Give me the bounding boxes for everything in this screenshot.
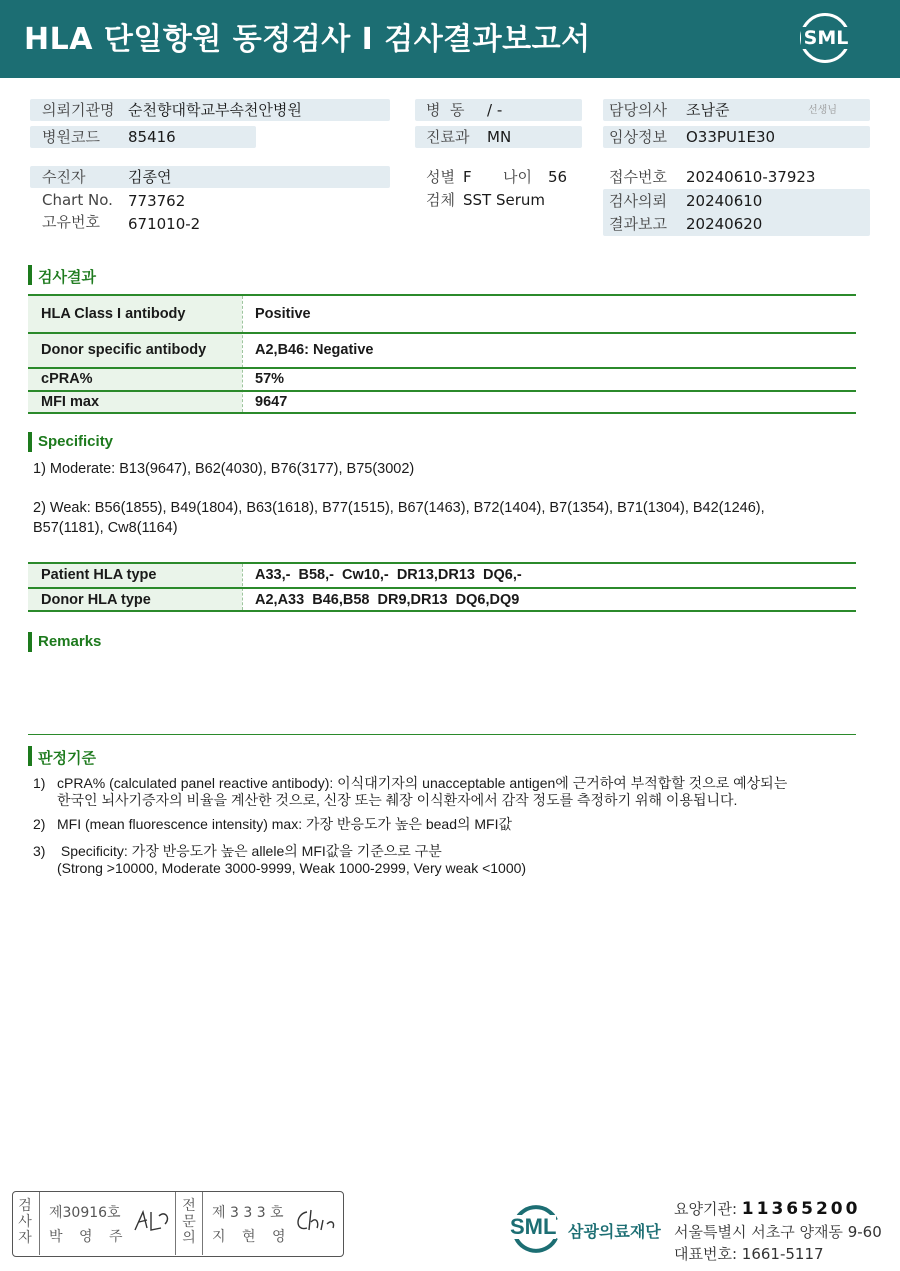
ward-label: 병 동	[426, 101, 465, 119]
criteria-item-line: (Strong >10000, Moderate 3000-9999, Weak 1000-2999, Very weak <1000)	[57, 860, 527, 876]
result-row-value: Positive	[255, 306, 311, 322]
criteria-item-number: 2)	[33, 816, 46, 832]
specialist-vertical-label: 전 문 의	[182, 1198, 196, 1246]
doctor-value: 조남준	[686, 101, 730, 119]
age-value: 56	[548, 168, 568, 186]
doctor-suffix: 선생님	[808, 105, 837, 116]
examiner-license-no: 제30916호	[49, 1205, 121, 1221]
report-title: HLA 단일항원 동정검사 I 검사결과보고서	[24, 22, 591, 57]
results-row-rule	[28, 332, 856, 334]
specimen-value: SST Serum	[463, 191, 546, 209]
receipt-label: 접수번호	[609, 168, 667, 186]
footer-address: 서울특별시 서초구 양재동 9-60	[674, 1223, 882, 1241]
id-value: 671010-2	[128, 215, 201, 233]
doctor-label: 담당의사	[609, 101, 667, 119]
results-row-rule	[28, 367, 856, 369]
specificity-section-title: Specificity	[38, 433, 114, 450]
specimen-label: 검체	[426, 191, 455, 209]
signature-divider	[202, 1192, 203, 1255]
result-row-label: Donor specific antibody	[41, 342, 207, 358]
hla-row-value: A33,- B58,- Cw10,- DR13,DR13 DQ6,-	[255, 567, 522, 583]
clinical-label: 임상정보	[609, 128, 667, 146]
result-row-label: HLA Class I antibody	[41, 306, 186, 322]
hla-row-label: Patient HLA type	[41, 567, 157, 583]
signature-box	[12, 1191, 344, 1257]
results-column-divider	[242, 296, 243, 412]
chart-value: 773762	[128, 192, 186, 210]
specificity-weak-line1: 2) Weak: B56(1855), B49(1804), B63(1618), B77(1515), B67(1463), B72(1404), B7(1354), B71(1304), B42(1246),	[33, 500, 765, 516]
specialist-name: 지 현 영	[212, 1229, 292, 1245]
sex-label: 성별	[426, 168, 455, 186]
institution-label: 의뢰기관명	[42, 101, 115, 119]
criteria-section-title: 판정기준	[38, 750, 96, 767]
request-label: 검사의뢰	[609, 192, 667, 210]
institution-value: 순천향대학교부속천안병원	[128, 101, 302, 119]
specialist-signature	[293, 1206, 337, 1236]
result-row-value: 9647	[255, 394, 288, 410]
dept-label: 진료과	[426, 128, 470, 146]
sex-value: F	[463, 168, 472, 186]
patient-name-label: 수진자	[42, 168, 86, 186]
hospital-code-label: 병원코드	[42, 128, 100, 146]
results-table-bottom-rule	[28, 412, 856, 414]
hla-row-value: A2,A33 B46,B58 DR9,DR13 DQ6,DQ9	[255, 592, 520, 608]
remarks-bottom-rule	[28, 734, 856, 735]
hospital-code-value: 85416	[128, 128, 176, 146]
specificity-weak-line2: B57(1181), Cw8(1164)	[33, 520, 178, 536]
report-date-value: 20240620	[686, 215, 763, 233]
clinical-value: O33PU1E30	[686, 128, 776, 146]
signature-divider	[39, 1192, 40, 1255]
criteria-item-number: 1)	[33, 775, 46, 791]
criteria-section-bar	[28, 746, 32, 766]
criteria-item-line: MFI (mean fluorescence intensity) max: 가장 반응도가 높은 bead의 MFI값	[57, 816, 513, 832]
hla-row-rule	[28, 587, 856, 589]
id-label: 고유번호	[42, 213, 100, 231]
request-value: 20240610	[686, 192, 763, 210]
remarks-section-title: Remarks	[38, 633, 102, 650]
age-label: 나이	[503, 168, 532, 186]
result-row-label: cPRA%	[41, 371, 93, 387]
results-row-rule	[28, 390, 856, 392]
hla-table-top-rule	[28, 562, 856, 564]
signature-divider	[175, 1192, 176, 1255]
receipt-value: 20240610-37923	[686, 168, 816, 186]
report-date-label: 결과보고	[609, 215, 667, 233]
result-row-value: A2,B46: Negative	[255, 342, 374, 358]
footer-phone-line: 대표번호: 1661-5117	[674, 1245, 824, 1263]
report-header	[0, 0, 900, 78]
footer-sml-logo: SML	[510, 1214, 557, 1239]
results-section-bar	[28, 265, 32, 285]
examiner-vertical-label: 검 사 자	[18, 1198, 32, 1246]
criteria-item-number: 3)	[33, 843, 46, 859]
results-section-title: 검사결과	[38, 269, 96, 286]
sml-logo: SML	[801, 27, 851, 49]
footer-org-name: 삼광의료재단	[568, 1222, 661, 1241]
dept-value: MN	[487, 128, 512, 146]
specificity-section-bar	[28, 432, 32, 452]
specificity-moderate: 1) Moderate: B13(9647), B62(4030), B76(3177), B75(3002)	[33, 461, 415, 477]
results-table-top-rule	[28, 294, 856, 296]
examiner-name: 박 영 주	[49, 1229, 129, 1245]
hla-row-label: Donor HLA type	[41, 592, 151, 608]
examiner-signature	[131, 1206, 175, 1236]
ward-value: / -	[487, 101, 503, 119]
criteria-item-line: cPRA% (calculated panel reactive antibody): 이식대기자의 unacceptable antigen에 근거하여 부적합할 것으로 예상되는	[57, 775, 788, 791]
patient-name-value: 김종연	[128, 168, 172, 186]
specialist-license-no: 제 3 3 3 호	[212, 1205, 284, 1221]
footer-code-line: 요양기관: 11365200	[674, 1199, 861, 1219]
remarks-section-bar	[28, 632, 32, 652]
criteria-item-line: Specificity: 가장 반응도가 높은 allele의 MFI값을 기준으로 구분	[57, 843, 442, 859]
result-row-value: 57%	[255, 371, 285, 387]
hla-table-bottom-rule	[28, 610, 856, 612]
chart-label: Chart No.	[42, 191, 113, 209]
result-row-label: MFI max	[41, 394, 100, 410]
criteria-item-line: 한국인 뇌사기증자의 비율을 계산한 것으로, 신장 또는 췌장 이식환자에서 감작 정도를 측정하기 위해 이용됩니다.	[57, 792, 738, 808]
